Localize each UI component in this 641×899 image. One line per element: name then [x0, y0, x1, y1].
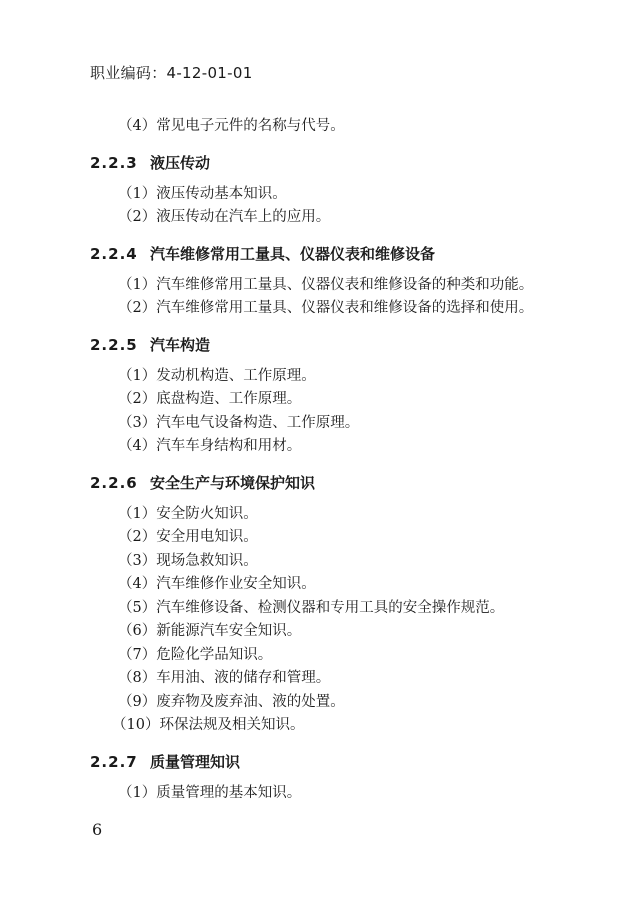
list-item [90, 274, 570, 298]
section-heading [90, 151, 570, 175]
list-item [90, 503, 570, 527]
section-block [90, 151, 570, 230]
list-item-number: （4） [118, 576, 157, 592]
list-item-number: （2） [118, 391, 157, 407]
page-number: 6 [92, 820, 103, 839]
list-item-text: 汽车维修作业安全知识。 [156, 576, 316, 592]
section-block [90, 115, 570, 139]
list-item [90, 412, 570, 436]
list-item-text: 安全用电知识。 [156, 529, 258, 545]
list-item [90, 644, 570, 668]
list-item [90, 597, 570, 621]
list-item [90, 782, 570, 806]
section-title: 汽车构造 [150, 335, 211, 354]
list-item-number: （6） [118, 623, 157, 639]
list-item-text: 汽车维修常用工量具、仪器仪表和维修设备的种类和功能。 [156, 276, 534, 293]
list-item-number: （9） [118, 693, 157, 710]
section-heading [90, 333, 570, 357]
list-item [90, 388, 570, 412]
list-item-number: （4） [118, 118, 157, 134]
list-item-number: （8） [118, 670, 157, 686]
list-item-number: （1） [118, 505, 157, 522]
section-block [90, 750, 570, 806]
section-number: 2.2.3 [90, 153, 138, 172]
section-block [90, 471, 570, 738]
list-item-number: （5） [118, 599, 157, 616]
list-item-number: （3） [118, 414, 157, 431]
list-item-text: 底盘构造、工作原理。 [156, 391, 302, 407]
section-heading [90, 471, 570, 495]
list-item-text: 常见电子元件的名称与代号。 [156, 118, 345, 134]
list-item-number: （1） [118, 784, 157, 801]
list-item-number: （7） [118, 646, 157, 663]
list-item-number: （4） [118, 438, 157, 454]
list-item-number: （2） [118, 209, 157, 225]
section-block [90, 333, 570, 459]
list-item [90, 550, 570, 574]
section-number: 2.2.5 [90, 335, 138, 354]
list-item [90, 115, 570, 139]
list-item-text: 汽车车身结构和用材。 [156, 438, 302, 454]
section-heading [90, 750, 570, 774]
list-item-number: （1） [118, 367, 157, 384]
list-item-text: 新能源汽车安全知识。 [156, 623, 302, 639]
list-item-number: （10） [112, 717, 160, 733]
list-item-text: 液压传动在汽车上的应用。 [156, 209, 331, 225]
section-number: 2.2.7 [90, 752, 138, 771]
list-item-text: 发动机构造、工作原理。 [156, 367, 316, 384]
list-item-text: 废弃物及废弃油、液的处置。 [156, 693, 345, 710]
list-item [90, 667, 570, 691]
list-item-text: 汽车维修常用工量具、仪器仪表和维修设备的选择和使用。 [156, 300, 534, 316]
list-item-text: 汽车维修设备、检测仪器和专用工具的安全操作规范。 [156, 599, 505, 616]
list-item-text: 汽车电气设备构造、工作原理。 [156, 414, 360, 431]
list-item-text: 安全防火知识。 [156, 505, 258, 522]
list-item-text: 现场急救知识。 [156, 552, 258, 569]
section-number: 2.2.6 [90, 473, 138, 492]
section-title: 质量管理知识 [150, 752, 241, 771]
list-item-text: 危险化学品知识。 [156, 646, 273, 663]
section-number: 2.2.4 [90, 244, 138, 263]
list-item [90, 206, 570, 230]
section-heading [90, 242, 570, 266]
list-item [90, 573, 570, 597]
list-item-number: （2） [118, 300, 157, 316]
list-item-number: （1） [118, 276, 157, 293]
occupation-code-header: 职业编码：4-12-01-01 [90, 64, 253, 82]
document-body [90, 115, 570, 805]
list-item-text: 液压传动基本知识。 [156, 185, 287, 202]
list-item-text: 车用油、液的储存和管理。 [156, 670, 331, 686]
list-item [90, 714, 570, 738]
section-title: 液压传动 [150, 153, 211, 172]
list-item [90, 297, 570, 321]
section-title: 安全生产与环境保护知识 [150, 473, 316, 492]
list-item [90, 620, 570, 644]
list-item [90, 183, 570, 207]
list-item [90, 435, 570, 459]
list-item-text: 质量管理的基本知识。 [156, 784, 302, 801]
list-item [90, 691, 570, 715]
section-title: 汽车维修常用工量具、仪器仪表和维修设备 [150, 244, 436, 263]
list-item [90, 526, 570, 550]
list-item-number: （1） [118, 185, 157, 202]
list-item-number: （2） [118, 529, 157, 545]
section-block [90, 242, 570, 321]
list-item-text: 环保法规及相关知识。 [159, 717, 305, 733]
list-item [90, 365, 570, 389]
list-item-number: （3） [118, 552, 157, 569]
